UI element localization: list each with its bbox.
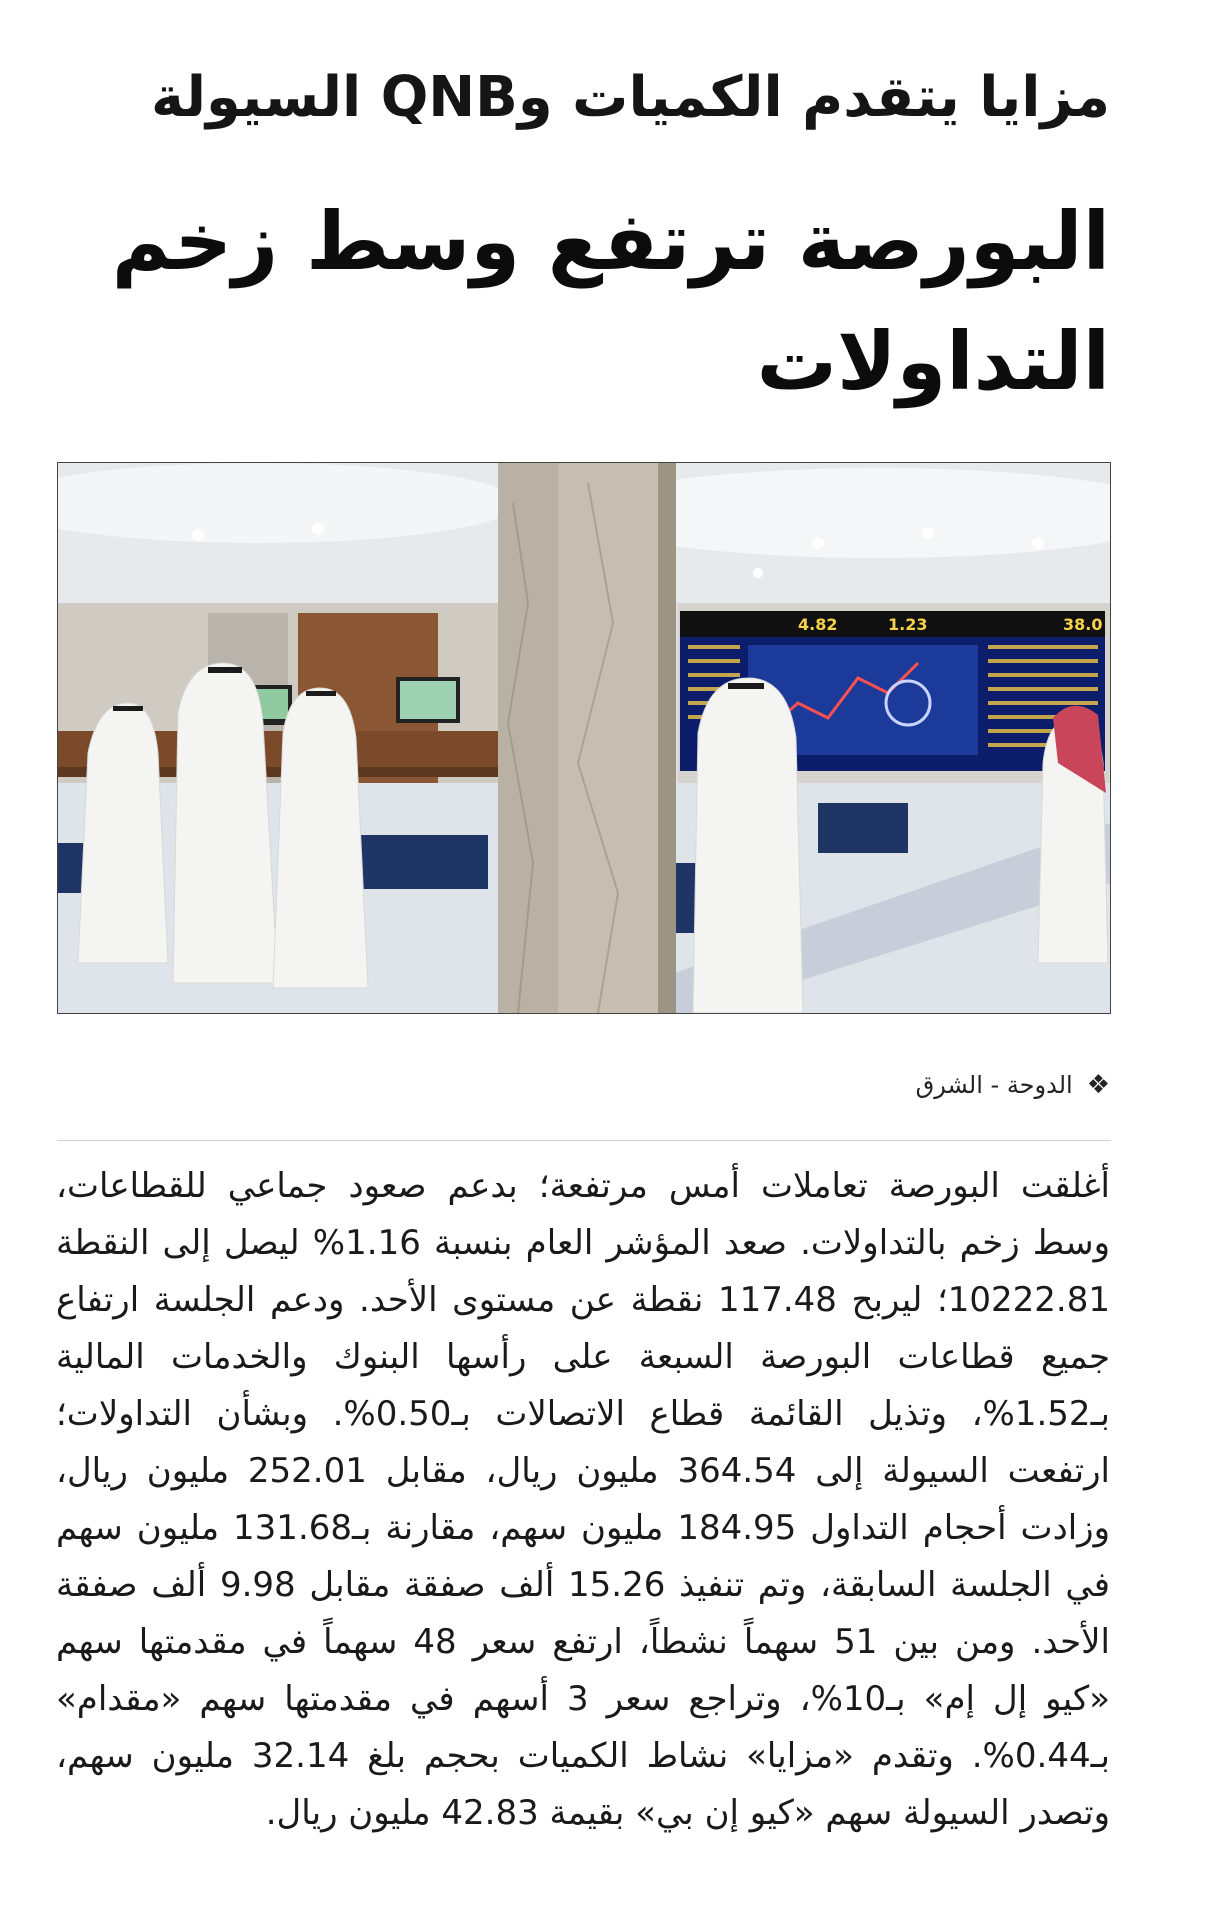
kicker-headline: مزايا يتقدم الكميات وQNB السيولة [151,65,1110,130]
marble-pillar [498,463,558,1013]
divider [57,1140,1111,1141]
stock-exchange-photo [57,462,1111,1014]
dateline [916,1070,1110,1100]
article-body: أغلقت البورصة تعاملات أمس مرتفعة؛ بدعم صعود جماعي للقطاعات، وسط زخم بالتداولات. صعد المؤشر العام بنسبة 1.16% ليصل إلى النقطة 10222.81؛ ليربح 117.48 نقطة عن مستوى الأحد. ودعم الجلسة ارتفاع جميع قطاعات البورصة السبعة على رأسها البنوك والخدمات المالية بـ1.52%، وتذيل القائمة قطاع الاتصالات بـ0.50%. وبشأن التداولات؛ ارتفعت السيولة إلى 364.54 مليون ريال، مقابل 252.01 مليون ريال، وزادت أحجام التداول 184.95 مليون سهم، مقارنة بـ131.68 مليون سهم في الجلسة السابقة، وتم تنفيذ 15.26 ألف صفقة مقابل 9.98 ألف صفقة الأحد. ومن بين 51 سهماً نشطاً، ارتفع سعر 48 سهماً في مقدمتها سهم «كيو إل إم» بـ10%، وتراجع سعر 3 أسهم في مقدمتها سهم «مقدام» بـ0.44%. وتقدم «مزايا» نشاط الكميات بحجم بلغ 32.14 مليون سهم، وتصدر السيولة سهم «كيو إن بي» بقيمة 42.83 مليون ريال. [56,1166,1111,1833]
board-value-3: 4.82 [798,615,838,634]
dateline-text: الدوحة - الشرق [915,1071,1073,1099]
main-headline: البورصة ترتفع وسط زخم التداولات [111,195,1110,408]
dateline-bullet-icon: ❖ [1086,1070,1110,1100]
board-value-2: 1.23 [888,615,928,634]
board-value-1: 38.0 [1063,615,1103,634]
